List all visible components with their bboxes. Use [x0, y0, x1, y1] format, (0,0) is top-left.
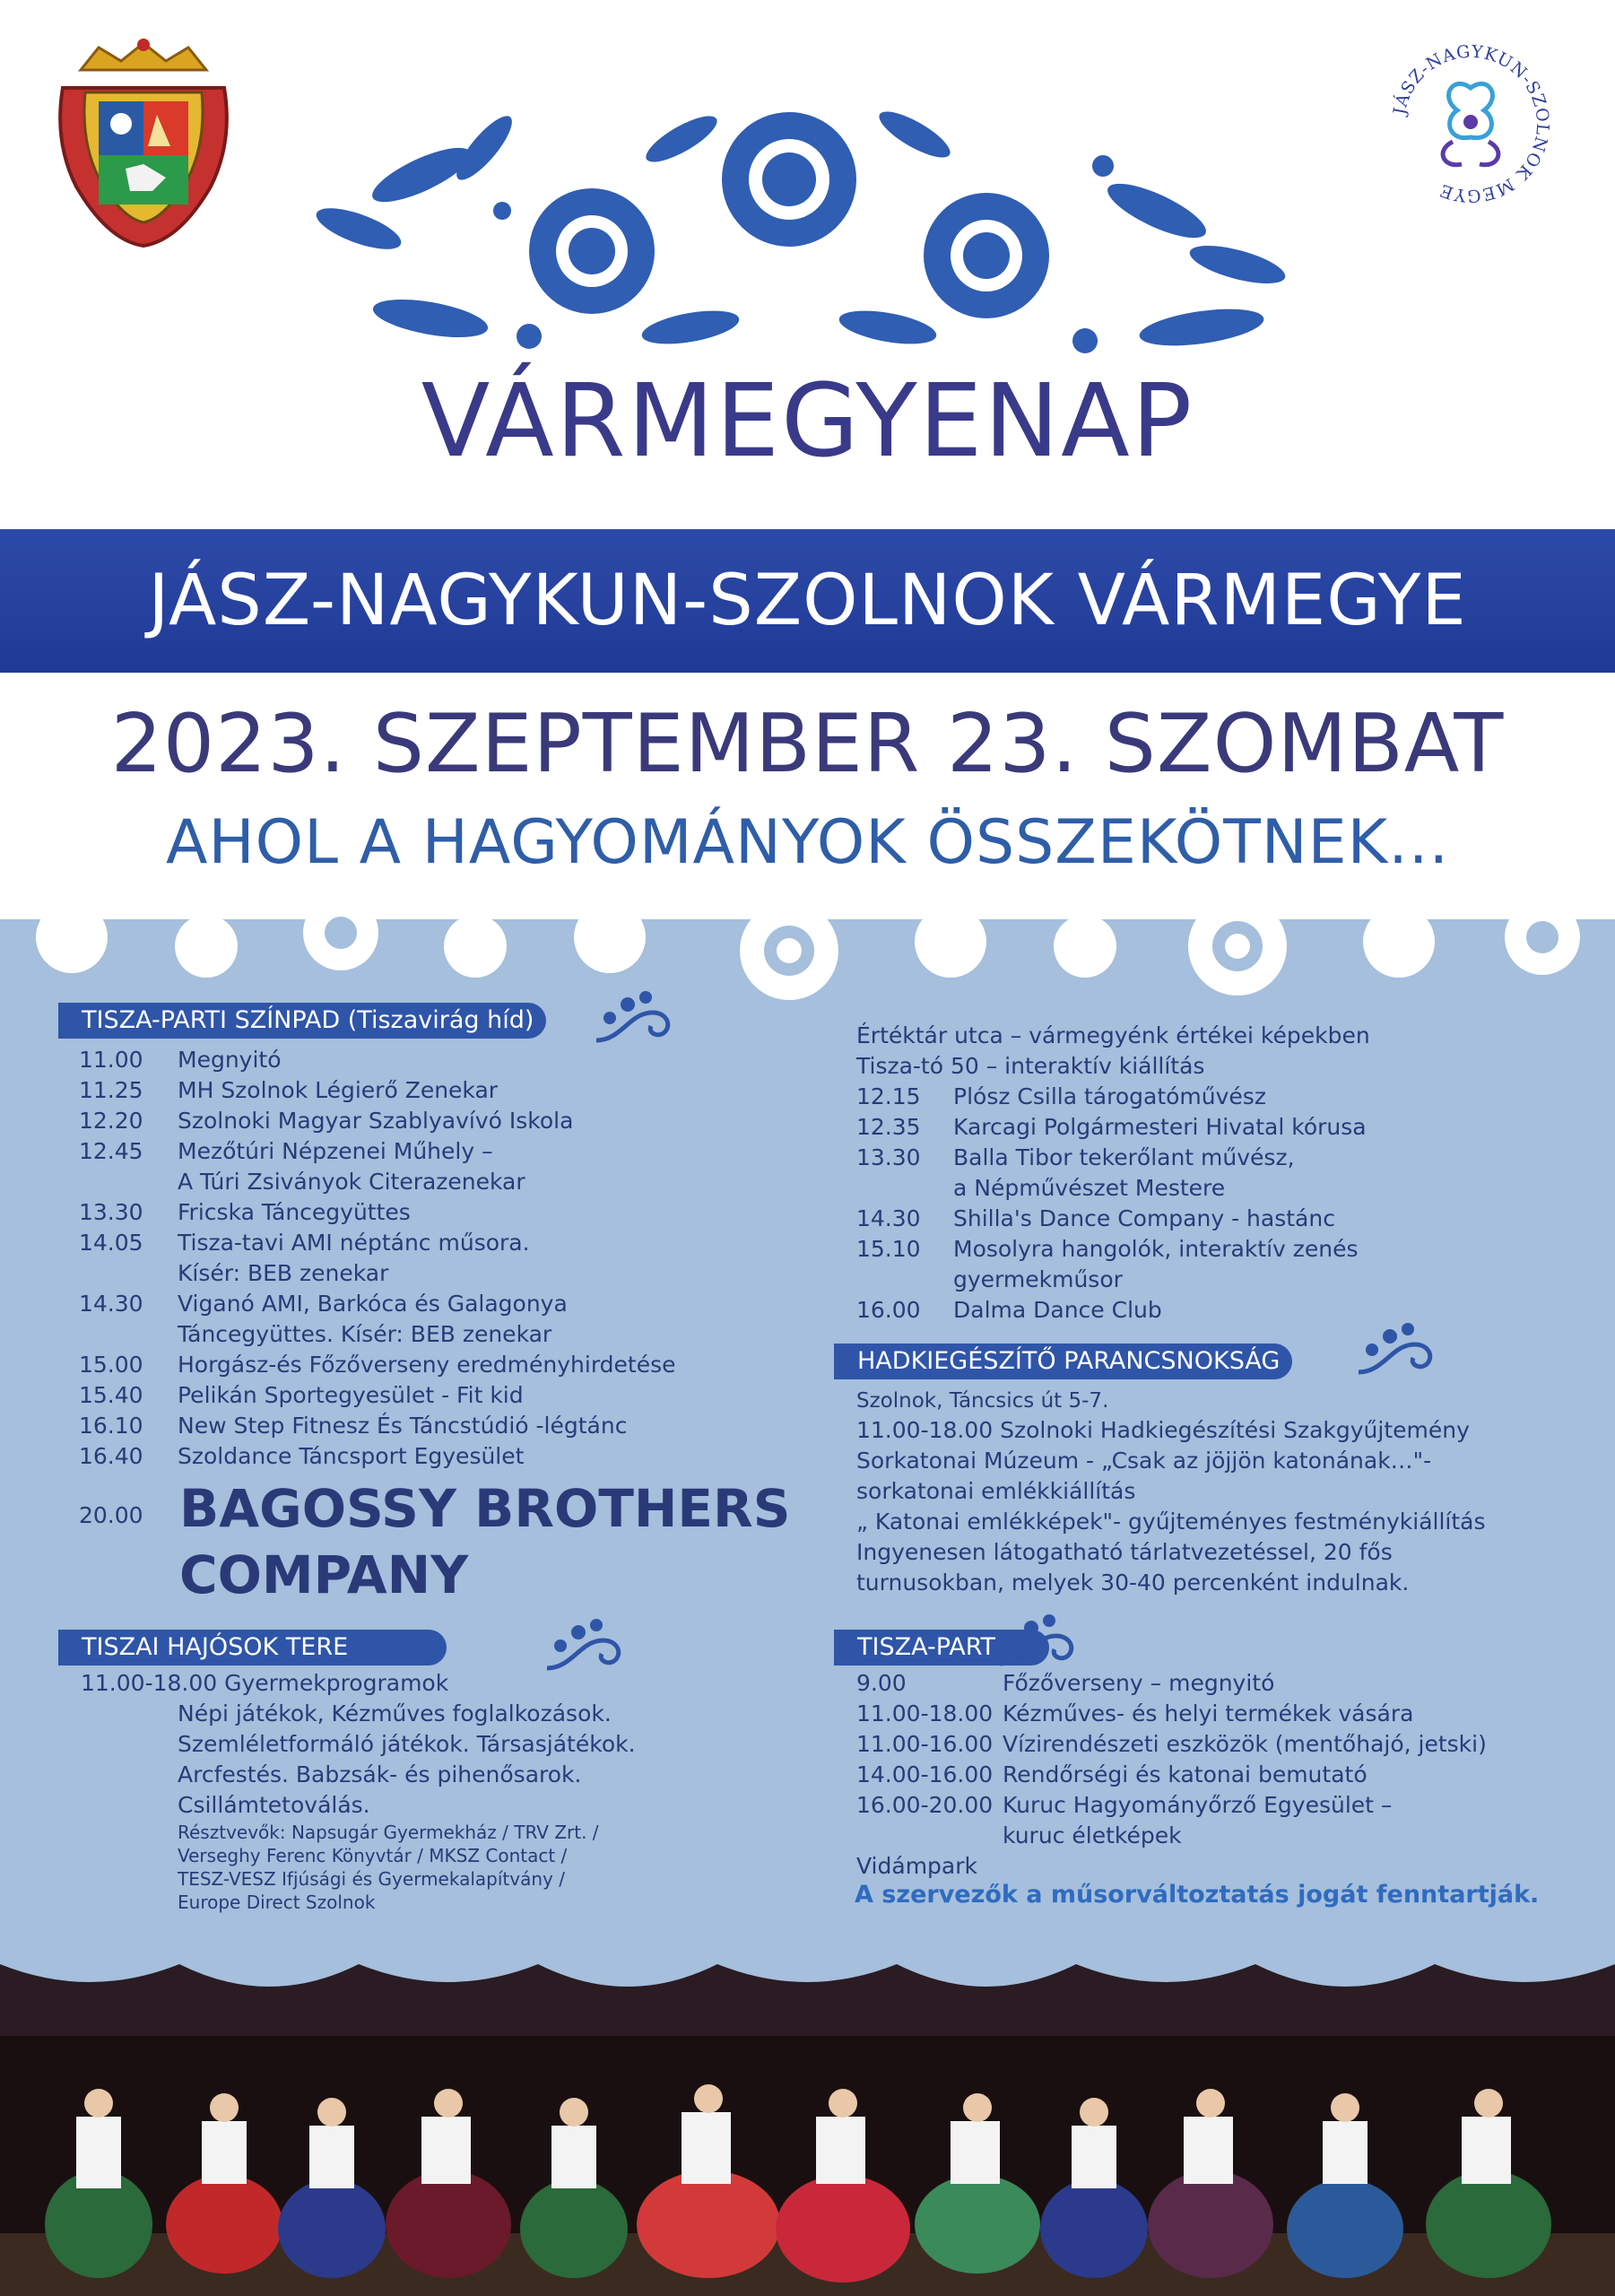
schedule-time: 9.00 [856, 1670, 907, 1696]
curl-ornament-icon [1354, 1318, 1444, 1381]
schedule-item: Kuruc Hagyományőrző Egyesület – [1003, 1792, 1393, 1818]
county-logo [1381, 34, 1560, 213]
section-tisza-parti [58, 1003, 546, 1039]
section-heading-hajosok: TISZAI HAJÓSOK TERE [58, 1630, 447, 1665]
schedule-item: A Túri Zsiványok Citerazenekar [178, 1169, 525, 1195]
headliner-line1: BAGOSSY BROTHERS [179, 1478, 791, 1539]
schedule-item: Vízirendészeti eszközök (mentőhajó, jetski) [1003, 1731, 1487, 1757]
schedule-time: 12.15 [856, 1083, 921, 1109]
hajosok-line: Népi játékok, Kézműves foglalkozások. [178, 1700, 612, 1726]
schedule-item: Mezőtúri Népzenei Műhely – [178, 1138, 493, 1164]
schedule-item: kuruc életképek [1003, 1822, 1182, 1848]
schedule-item: MH Szolnok Légierő Zenekar [178, 1077, 499, 1103]
folk-ornament-top [305, 85, 1336, 381]
county-coat-of-arms [45, 34, 242, 249]
schedule-time: 14.00-16.00 [856, 1761, 994, 1787]
schedule-time: 11.00-18.00 [856, 1700, 994, 1726]
event-motto: AHOL A HAGYOMÁNYOK ÖSSZEKÖTNEK... [165, 807, 1450, 878]
schedule-item: Szolnoki Magyar Szablyavívó Iskola [178, 1108, 574, 1134]
schedule-time: 12.35 [856, 1114, 921, 1140]
schedule-item: Szoldance Táncsport Egyesület [178, 1443, 525, 1469]
hajosok-line: Szemléletformáló játékok. Társasjátékok. [178, 1731, 636, 1757]
event-date: 2023. SZEPTEMBER 23. SZOMBAT [110, 697, 1505, 791]
event-title: VÁRMEGYENAP [421, 363, 1194, 480]
schedule-time: 12.45 [79, 1138, 143, 1164]
tisza-part-extra: Vidámpark [856, 1853, 977, 1879]
schedule-item: Tisza-tavi AMI néptánc műsora. [178, 1230, 530, 1256]
participant-line: Verseghy Ferenc Könyvtár / MKSZ Contact / [178, 1845, 568, 1866]
schedule-item: New Step Fitnesz És Táncstúdió -légtánc [178, 1413, 628, 1439]
schedule-item: Táncegyüttes. Kísér: BEB zenekar [178, 1321, 552, 1347]
schedule-time: 14.05 [79, 1230, 143, 1256]
schedule-item: a Népművészet Mestere [953, 1175, 1226, 1201]
hadkiegeszito-line: 11.00-18.00 Szolnoki Hadkiegészítési Szakgyűjtemény [856, 1417, 1470, 1443]
schedule-item: Kísér: BEB zenekar [178, 1260, 389, 1286]
svg-text:JÁSZ-NAGYKUN-SZOLNOK MEGYE: JÁSZ-NAGYKUN-SZOLNOK MEGYE [1389, 41, 1553, 206]
schedule-time: 11.00-16.00 [856, 1731, 994, 1757]
hajosok-first-line: 11.00-18.00 Gyermekprogramok [81, 1670, 449, 1696]
schedule-item: Plósz Csilla tárogatóművész [953, 1083, 1266, 1109]
participant-line: Europe Direct Szolnok [178, 1892, 376, 1913]
schedule-time: 11.25 [79, 1077, 143, 1103]
schedule-time: 12.20 [79, 1108, 143, 1134]
hadkiegeszito-line: Ingyenesen látogatható tárlatvezetéssel, 20 fős [856, 1539, 1393, 1565]
schedule-item: Horgász-és Főzőverseny eredményhirdetése [178, 1352, 676, 1378]
curl-ornament-icon [995, 1610, 1085, 1673]
county-banner: JÁSZ-NAGYKUN-SZOLNOK VÁRMEGYE [0, 529, 1615, 673]
hadkiegeszito-line: Sorkatonai Múzeum - „Csak az jöjjön katonának…"- [856, 1448, 1432, 1474]
schedule-item: Mosolyra hangolók, interaktív zenés [953, 1236, 1359, 1262]
section-hajosok [58, 1630, 447, 1665]
schedule-item: Dalma Dance Club [953, 1297, 1162, 1323]
participant-line: Résztvevők: Napsugár Gyermekház / TRV Zrt. / [178, 1822, 599, 1843]
schedule-time: 14.30 [856, 1205, 921, 1231]
schedule-time: 16.00-20.00 [856, 1792, 994, 1818]
schedule-time: 14.30 [79, 1291, 143, 1317]
headliner-name [179, 1475, 790, 1608]
schedule-time: 16.00 [856, 1297, 921, 1323]
headliner-time: 20.00 [79, 1502, 143, 1528]
schedule-item: Shilla's Dance Company - hastánc [953, 1205, 1335, 1231]
schedule-time: 16.40 [79, 1443, 143, 1469]
schedule-item: gyermekműsor [953, 1266, 1123, 1292]
schedule-time: 15.10 [856, 1236, 921, 1262]
hajosok-line: Arcfestés. Babzsák- és pihenősarok. [178, 1761, 582, 1787]
schedule-time: 15.00 [79, 1352, 143, 1378]
schedule-time: 11.00 [79, 1047, 143, 1073]
section-heading-hadkiegeszito: HADKIEGÉSZÍTŐ PARANCSNOKSÁG [834, 1344, 1292, 1379]
folk-dancers-photo [0, 1928, 1615, 2296]
schedule-item: Fricska Táncegyüttes [178, 1199, 411, 1225]
schedule-time: 16.10 [79, 1413, 143, 1439]
schedule-item: Pelikán Sportegyesület - Fit kid [178, 1382, 524, 1408]
hadkiegeszito-line: „ Katonai emlékképek"- gyűjteményes festménykiállítás [856, 1509, 1486, 1535]
curl-ornament-icon [543, 1614, 632, 1677]
headliner-line2: COMPANY [179, 1544, 469, 1605]
hadkiegeszito-address: Szolnok, Táncsics út 5-7. [856, 1389, 1109, 1413]
section-heading-tisza-parti: TISZA-PARTI SZÍNPAD (Tiszavirág híd) [58, 1003, 546, 1039]
section-hadkiegeszito [834, 1344, 1292, 1379]
schedule-item: Viganó AMI, Barkóca és Galagonya [178, 1291, 568, 1317]
schedule-item: Karcagi Polgármesteri Hivatal kórusa [953, 1114, 1367, 1140]
hadkiegeszito-line: sorkatonai emlékkiállítás [856, 1478, 1136, 1504]
hajosok-line: Csillámtetoválás. [178, 1792, 370, 1818]
schedule-time: 13.30 [856, 1144, 921, 1170]
schedule-item: Megnyitó [178, 1047, 282, 1073]
participant-line: TESZ-VESZ Ifjúsági és Gyermekalapítvány / [178, 1868, 565, 1890]
schedule-item: Főzőverseny – megnyitó [1003, 1670, 1275, 1696]
footer-note: A szervezők a műsorváltoztatás jogát fenntartják. [855, 1881, 1540, 1909]
lace-border [0, 892, 1615, 1009]
schedule-item: Rendőrségi és katonai bemutató [1003, 1761, 1368, 1787]
right-intro-line: Értéktár utca – vármegyénk értékei képekben [856, 1022, 1370, 1048]
schedule-time: 13.30 [79, 1199, 143, 1225]
schedule-time: 15.40 [79, 1382, 143, 1408]
schedule-item: Kézműves- és helyi termékek vására [1003, 1700, 1414, 1726]
hadkiegeszito-line: turnusokban, melyek 30-40 percenként indulnak. [856, 1570, 1410, 1596]
curl-ornament-icon [592, 987, 682, 1049]
schedule-item: Balla Tibor tekerőlant művész, [953, 1144, 1295, 1170]
section-heading-tisza-part: TISZA-PART [834, 1630, 1049, 1665]
right-intro-line: Tisza-tó 50 – interaktív kiállítás [856, 1053, 1205, 1079]
